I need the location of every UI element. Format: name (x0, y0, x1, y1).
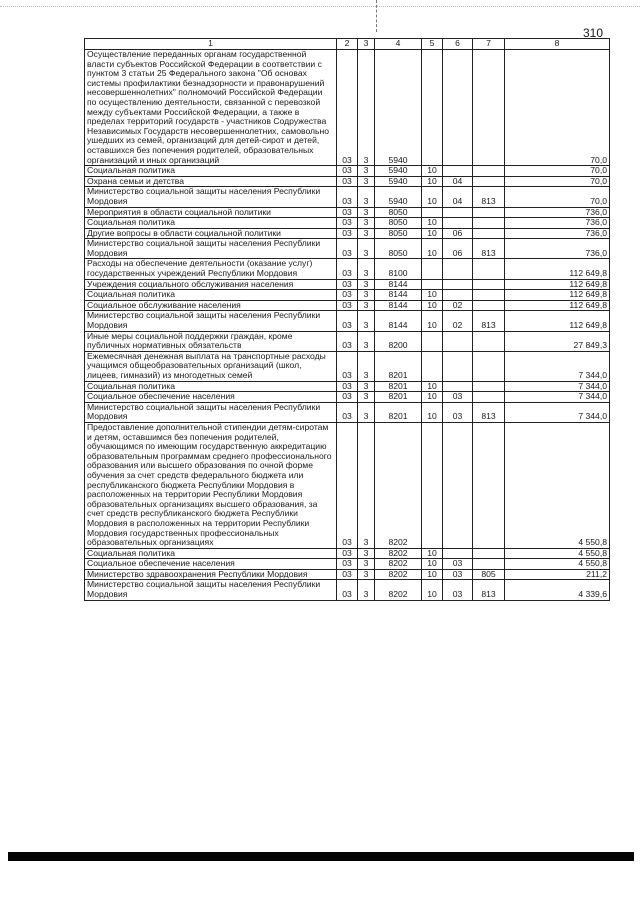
row-code-cell: 3 (358, 569, 375, 580)
row-code-cell (473, 559, 505, 570)
row-code-cell: 3 (358, 300, 375, 311)
table-row (85, 239, 610, 259)
row-code-cell: 3 (358, 548, 375, 559)
row-code-cell: 03 (443, 392, 473, 403)
row-sum-cell: 70,0 (505, 50, 610, 166)
table-row (85, 392, 610, 403)
row-code-cell (473, 422, 505, 548)
row-sum-cell: 736,0 (505, 218, 610, 229)
row-sum-cell: 112 649,8 (505, 311, 610, 331)
row-sum-cell: 70,0 (505, 187, 610, 207)
row-code-cell: 8201 (375, 351, 422, 381)
row-code-cell: 8050 (375, 218, 422, 229)
table-row (85, 580, 610, 600)
row-name-cell: Учреждения социального обслуживания населения (85, 279, 337, 290)
row-code-cell: 8202 (375, 580, 422, 600)
row-sum-cell: 7 344,0 (505, 381, 610, 392)
row-code-cell: 8202 (375, 559, 422, 570)
row-code-cell (443, 259, 473, 279)
row-code-cell: 03 (337, 311, 358, 331)
row-code-cell: 3 (358, 187, 375, 207)
row-code-cell (443, 207, 473, 218)
row-code-cell: 3 (358, 392, 375, 403)
row-code-cell (473, 548, 505, 559)
row-code-cell: 3 (358, 290, 375, 301)
row-code-cell: 06 (443, 239, 473, 259)
row-code-cell: 3 (358, 176, 375, 187)
row-sum-cell: 70,0 (505, 166, 610, 177)
table-row (85, 422, 610, 548)
row-code-cell: 10 (422, 392, 443, 403)
row-code-cell: 10 (422, 290, 443, 301)
row-code-cell: 03 (337, 279, 358, 290)
header-cell: 8 (505, 39, 610, 50)
row-sum-cell: 736,0 (505, 228, 610, 239)
row-code-cell (443, 381, 473, 392)
row-code-cell (443, 50, 473, 166)
row-code-cell (473, 392, 505, 403)
row-code-cell: 8050 (375, 228, 422, 239)
row-code-cell: 3 (358, 381, 375, 392)
row-code-cell (473, 176, 505, 187)
row-sum-cell: 7 344,0 (505, 402, 610, 422)
table-row (85, 187, 610, 207)
row-code-cell (473, 300, 505, 311)
row-code-cell: 03 (337, 228, 358, 239)
binding-mark (376, 0, 378, 32)
table-row (85, 381, 610, 392)
header-cell: 2 (337, 39, 358, 50)
row-code-cell (443, 290, 473, 301)
scan-edge-line (0, 6, 640, 7)
row-code-cell: 8050 (375, 239, 422, 259)
row-code-cell: 03 (337, 351, 358, 381)
row-code-cell: 8201 (375, 392, 422, 403)
row-code-cell: 03 (337, 290, 358, 301)
row-code-cell: 03 (443, 580, 473, 600)
row-code-cell: 8144 (375, 290, 422, 301)
row-code-cell: 8200 (375, 331, 422, 351)
row-code-cell: 03 (337, 300, 358, 311)
row-code-cell: 10 (422, 402, 443, 422)
row-code-cell: 813 (473, 580, 505, 600)
row-code-cell: 5940 (375, 50, 422, 166)
table-row (85, 331, 610, 351)
row-code-cell: 04 (443, 187, 473, 207)
row-sum-cell: 112 649,8 (505, 290, 610, 301)
row-code-cell: 10 (422, 580, 443, 600)
row-code-cell: 8201 (375, 402, 422, 422)
row-code-cell: 10 (422, 228, 443, 239)
row-sum-cell: 211,2 (505, 569, 610, 580)
row-code-cell: 10 (422, 166, 443, 177)
row-code-cell: 3 (358, 580, 375, 600)
row-name-cell: Другие вопросы в области социальной политики (85, 228, 337, 239)
row-name-cell: Социальное обслуживание населения (85, 300, 337, 311)
row-code-cell: 03 (443, 559, 473, 570)
row-code-cell: 03 (443, 569, 473, 580)
row-code-cell: 02 (443, 300, 473, 311)
row-code-cell: 3 (358, 422, 375, 548)
row-code-cell (422, 207, 443, 218)
row-code-cell: 03 (337, 218, 358, 229)
row-name-cell: Министерство здравоохранения Республики Мордовия (85, 569, 337, 580)
row-code-cell: 10 (422, 569, 443, 580)
table-row (85, 279, 610, 290)
row-sum-cell: 70,0 (505, 176, 610, 187)
row-code-cell: 8100 (375, 259, 422, 279)
row-code-cell (473, 228, 505, 239)
row-code-cell: 03 (337, 187, 358, 207)
row-sum-cell: 4 550,8 (505, 548, 610, 559)
table-row (85, 176, 610, 187)
row-code-cell (473, 218, 505, 229)
header-cell: 1 (85, 39, 337, 50)
row-code-cell: 03 (337, 422, 358, 548)
table-row (85, 569, 610, 580)
row-code-cell: 3 (358, 50, 375, 166)
row-code-cell: 5940 (375, 166, 422, 177)
row-code-cell: 03 (443, 402, 473, 422)
row-code-cell: 10 (422, 548, 443, 559)
row-name-cell: Министерство социальной защиты населения Республики Мордовия (85, 402, 337, 422)
row-code-cell: 10 (422, 300, 443, 311)
row-sum-cell: 112 649,8 (505, 279, 610, 290)
row-code-cell: 5940 (375, 187, 422, 207)
row-code-cell: 10 (422, 381, 443, 392)
row-code-cell: 03 (337, 166, 358, 177)
header-cell: 5 (422, 39, 443, 50)
row-code-cell (443, 351, 473, 381)
row-code-cell: 813 (473, 187, 505, 207)
row-name-cell: Социальная политика (85, 166, 337, 177)
table-row (85, 559, 610, 570)
row-code-cell: 8202 (375, 569, 422, 580)
row-code-cell: 8050 (375, 207, 422, 218)
row-code-cell: 3 (358, 166, 375, 177)
table-body (85, 50, 610, 601)
row-code-cell: 3 (358, 259, 375, 279)
row-code-cell (422, 422, 443, 548)
row-code-cell (473, 381, 505, 392)
row-name-cell: Мероприятия в области социальной политики (85, 207, 337, 218)
row-code-cell (422, 259, 443, 279)
row-name-cell: Расходы на обеспечение деятельности (оказание услуг) государственных учреждений Республики Мордовия (85, 259, 337, 279)
row-code-cell (422, 279, 443, 290)
table-row (85, 218, 610, 229)
row-code-cell: 03 (337, 381, 358, 392)
row-code-cell: 3 (358, 207, 375, 218)
row-name-cell: Охрана семьи и детства (85, 176, 337, 187)
table-row (85, 228, 610, 239)
row-sum-cell: 27 849,3 (505, 331, 610, 351)
table-row (85, 351, 610, 381)
table-row (85, 548, 610, 559)
row-code-cell: 5940 (375, 176, 422, 187)
row-code-cell: 03 (337, 559, 358, 570)
row-code-cell: 03 (337, 50, 358, 166)
row-code-cell: 03 (337, 331, 358, 351)
row-code-cell (473, 50, 505, 166)
row-code-cell: 10 (422, 176, 443, 187)
row-name-cell: Министерство социальной защиты населения Республики Мордовия (85, 311, 337, 331)
table-row (85, 207, 610, 218)
table-row (85, 259, 610, 279)
row-code-cell: 10 (422, 311, 443, 331)
scan-bottom-bar (8, 852, 634, 861)
row-code-cell (443, 422, 473, 548)
row-sum-cell: 7 344,0 (505, 392, 610, 403)
row-code-cell: 10 (422, 239, 443, 259)
row-code-cell: 813 (473, 239, 505, 259)
row-code-cell: 805 (473, 569, 505, 580)
header-cell: 3 (358, 39, 375, 50)
row-sum-cell: 736,0 (505, 207, 610, 218)
row-name-cell: Ежемесячная денежная выплата на транспортные расходы учащимся общеобразовательных организаций (школ, лицеев, гимназий) из многодетных семей (85, 351, 337, 381)
row-sum-cell: 7 344,0 (505, 351, 610, 381)
row-sum-cell: 4 550,8 (505, 422, 610, 548)
row-code-cell (443, 279, 473, 290)
row-name-cell: Социальная политика (85, 381, 337, 392)
row-sum-cell: 736,0 (505, 239, 610, 259)
row-code-cell (473, 259, 505, 279)
row-code-cell: 10 (422, 218, 443, 229)
row-sum-cell: 112 649,8 (505, 300, 610, 311)
row-code-cell: 03 (337, 569, 358, 580)
row-name-cell: Иные меры социальной поддержки граждан, кроме публичных нормативных обязательств (85, 331, 337, 351)
row-name-cell: Осуществление переданных органам государственной власти субъектов Российской Федерации в соответствии с пунктом 3 статьи 25 Федерального закона "Об основах системы профилактики безнадзорности и правонарушений несовершеннолетних" полномочий Российской Федерации по осуществлению деятельности, связанной с перевозкой между субъектами Российской Федерации, а также в пределах территорий государств - участников Содружества Независимых Государств несовершеннолетних, самовольно ушедших из семей, организаций для детей-сирот и детей, оставшихся без попечения родителей, образовательных организаций и иных организаций (85, 50, 337, 166)
table-row (85, 50, 610, 166)
row-sum-cell: 4 339,6 (505, 580, 610, 600)
row-code-cell: 3 (358, 351, 375, 381)
row-code-cell: 8201 (375, 381, 422, 392)
row-code-cell: 8144 (375, 311, 422, 331)
row-code-cell: 02 (443, 311, 473, 331)
table-row (85, 290, 610, 301)
row-code-cell (473, 290, 505, 301)
row-code-cell (473, 351, 505, 381)
row-name-cell: Министерство социальной защиты населения Республики Мордовия (85, 239, 337, 259)
row-code-cell: 10 (422, 187, 443, 207)
row-code-cell: 03 (337, 548, 358, 559)
row-sum-cell: 4 550,8 (505, 559, 610, 570)
row-code-cell: 8202 (375, 548, 422, 559)
row-code-cell: 3 (358, 331, 375, 351)
row-code-cell (473, 331, 505, 351)
row-code-cell: 10 (422, 559, 443, 570)
row-code-cell (443, 166, 473, 177)
row-code-cell: 3 (358, 239, 375, 259)
row-code-cell: 3 (358, 402, 375, 422)
row-code-cell: 8144 (375, 279, 422, 290)
row-code-cell (473, 166, 505, 177)
row-name-cell: Социальная политика (85, 290, 337, 301)
row-code-cell: 03 (337, 207, 358, 218)
row-code-cell: 04 (443, 176, 473, 187)
table-row (85, 300, 610, 311)
row-code-cell: 03 (337, 239, 358, 259)
row-code-cell: 813 (473, 311, 505, 331)
row-code-cell: 3 (358, 279, 375, 290)
row-sum-cell: 112 649,8 (505, 259, 610, 279)
table-header-row (85, 39, 610, 50)
row-name-cell: Социальное обеспечение населения (85, 392, 337, 403)
row-code-cell (443, 331, 473, 351)
row-code-cell (473, 279, 505, 290)
row-code-cell (473, 207, 505, 218)
row-name-cell: Социальная политика (85, 548, 337, 559)
row-code-cell: 06 (443, 228, 473, 239)
row-name-cell: Предоставление дополнительной стипендии детям-сиротам и детям, оставшимся без попечения родителей, обучающимся по имеющим государственную аккредитацию образовательным программам среднего профессионального образования или высшего образования по очной форме обучения за счет средств федерального бюджета или республиканского бюджета Республики Мордовия в расположенных на территории Республики Мордовия образовательных организациях высшего образования, за счет средств республиканского бюджета Республики Мордовия в расположенных на территории Республики Мордовия государственных профессиональных образовательных организациях (85, 422, 337, 548)
row-code-cell (422, 331, 443, 351)
table-row (85, 402, 610, 422)
row-code-cell: 03 (337, 580, 358, 600)
row-code-cell (422, 351, 443, 381)
row-name-cell: Министерство социальной защиты населения Республики Мордовия (85, 580, 337, 600)
header-cell: 6 (443, 39, 473, 50)
header-cell: 7 (473, 39, 505, 50)
budget-table (84, 38, 610, 601)
row-code-cell: 813 (473, 402, 505, 422)
row-code-cell (443, 218, 473, 229)
row-name-cell: Социальная политика (85, 218, 337, 229)
row-code-cell: 03 (337, 402, 358, 422)
table-row (85, 311, 610, 331)
row-code-cell: 8144 (375, 300, 422, 311)
row-code-cell: 3 (358, 311, 375, 331)
row-code-cell: 8202 (375, 422, 422, 548)
row-name-cell: Министерство социальной защиты населения Республики Мордовия (85, 187, 337, 207)
table-row (85, 166, 610, 177)
page-number: 310 (583, 26, 604, 40)
row-code-cell: 03 (337, 392, 358, 403)
row-code-cell (443, 548, 473, 559)
row-name-cell: Социальное обеспечение населения (85, 559, 337, 570)
row-code-cell: 03 (337, 259, 358, 279)
row-code-cell: 03 (337, 176, 358, 187)
row-code-cell: 3 (358, 218, 375, 229)
row-code-cell (422, 50, 443, 166)
row-code-cell: 3 (358, 559, 375, 570)
header-cell: 4 (375, 39, 422, 50)
row-code-cell: 3 (358, 228, 375, 239)
